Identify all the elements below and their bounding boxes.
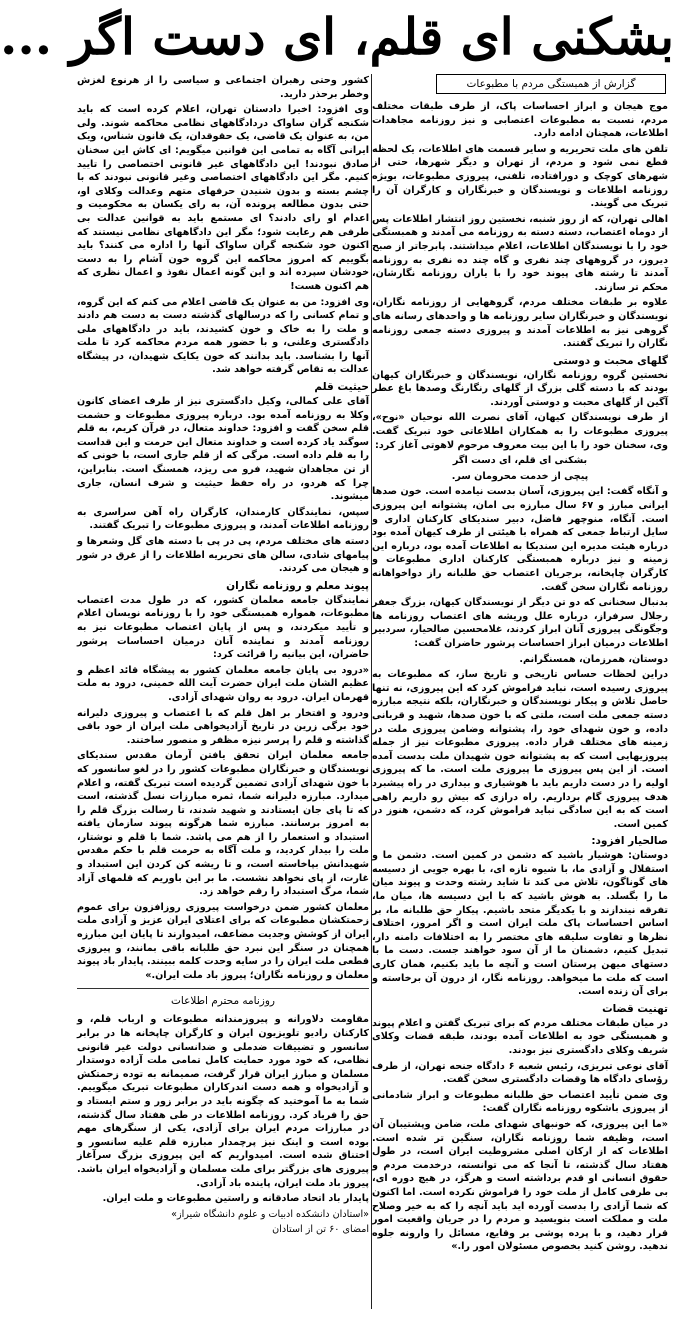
article-paragraph: دوستان، همرزمان، همسنگرانم. (519, 653, 668, 665)
section-heading: حیثیت قلم (314, 381, 369, 394)
left-column (77, 74, 369, 1313)
article-paragraph: مقاومت دلاورانه و پیروزمندانه مطبوعات و ارباب قلم، و کارکنان رادیو تلویزیون ایران و کارگران چاپخانه ها در برابر سانسور و تضییقات ضدملی و ضدانسانی دولت غیر قانونی نظامی، که خود مورد حمایت کامل تمامی ملت آزاده دوستدار مسلمان و مبارز ایران قرار گرفت، صمیمانه به توده زحمتکش و آزادیخواه و همه دست اندرکاران مطبوعات تبریک میگوییم. شما به ما آموختید که چگونه باید در برابر زور و ستم ایستاد و حق را فریاد کرد. روزنامه اطلاعات در طی هفتاد سال گذشته، در مبارزات مردم ایران برای آزادی، یکی از سنگرهای مهم بوده است و اینک نیز پرچمدار مبارزه قلم علیه سانسور و اختناق شده است. امیدواریم که این پیروزی بزرگ سرآغاز پیروزی های بزرگتر برای ملت مسلمان و آزادیخواه ایران باشد. پیروز باد ملت ایران، پاینده باد آزادی. (77, 1014, 369, 1189)
article-paragraph: جامعه معلمان ایران تحقق یافتن آرمان مقدس سندیکای نویسندگان و خبرنگاران مطبوعات کشور را در لغو سانسور که با خون شهدای آزادی تضمین گردیده است تبریک گفته، و اعلام میدارد. مبارزه دلیرانه شما، ثمره مبارزات نسل گذشته، است که تا پای جان ایستادند و شهید شدند، تا رسالت بزرگ قلم را به امروز برسانند. مبارزه شما هرگونه پیوند سازمان یافته استبداد و استعمار را از هم می پاشد. شما با قلم و نوشتار، ملت را بیدار کردید، و ملت آگاه به حرمت قلم با حکم مقدس شهیدانش بپاخاسته است، و تا ریشه کن کردن این استبداد و غارت، از پای نخواهد نشست. ما بر این باوریم که قلمهای آزاد شما، مرگ استبداد را رقم خواهد زد. (77, 750, 369, 898)
poem-line: پیچی از خدمت محرومان سر. (451, 470, 589, 482)
article-paragraph: «ما این پیروزی، که خونبهای شهدای ملت، ضامن وپشتیبان آن است، وظیفه شما روزنامه نگاران، سنگین تر شده است. اطلاعات که از ارکان اصلی مشروطیت ایران است، در طول هفتاد سال گذشته، تا آنجا که می توانسته، درخدمت مردم و حقوق انسانی او قدم برداشته است و هرگز، در هیچ دوره ای، بی طرفی کامل از ملت خود را فراموش نکرده است. اما اکنون که شما آزادی را بدست آورده اید باید آنچه را که به خیر وصلاح ملت و مملکت است بنویسید و مردم را در جریان واقعیت امور قرار دهید، و با پرده پوشی بر وقایع، مسائل را وارونه جلوه ندهید. روشن کنید بخصوص مسئولان امور را.» (372, 1118, 668, 1253)
horizontal-rule (77, 988, 369, 989)
article-paragraph: دراین لحظات حساس تاریخی و تاریخ ساز، که مطبوعات به پیروزی رسیده است، نباید فراموش کرد که این پیروزی، نه تنها حاصل تلاش و پیکار نویسندگان و خبرنگاران، بلکه نتیجه مبارزه دسته جمعی ملت است، ملتی که با خون صدها، شهید و قربانی داده، و خون شهدای خود را، پشتوانه وضامن پیروزی ملت در زمینه های مختلف قرار داده. پیروزی مطبوعات نیز از جمله پیروزیهایی است که به پشتوانه خون شهیدان ملت بدست آمده است. از این پس پیروزی ما پیروزی ملت است. ما که پیروزی اولیه را در دست داریم باید با هوشیاری و بیداری در راه پیشبرد هدف پیروزی گام برداریم. راه درازی که بیش رو داریم راهی است که به این سادگی نباید فراموش کرد، که دشمن، هنوز در کمین است. (372, 669, 668, 830)
section-heading: تهنیت قضات (602, 1002, 668, 1015)
signature-line: امضای ۶۰ تن از استادان (272, 1224, 369, 1236)
article-paragraph: علاوه بر طبقات مختلف مردم، گروههایی از روزنامه نگاران، نویسندگان و خبرنگاران سایر روزنامه ها و واحدهای رسانه های گروهی نیز به اطلاعات آمدند و پیروزی دسته جمعی روزنامه نگاران را تبریک گفتند. (372, 297, 668, 350)
article-paragraph: در میان طبقات مختلف مردم که برای تبریک گفتن و اعلام پیوند و همبستگی خود به اطلاعات آمده بودند، طبقه قضات وکلای شریف وکلای دادگستری نیز بودند. (372, 1017, 668, 1056)
article-paragraph: ودرود و افتخار بر اهل قلم که با اعتصاب و پیروزی دلیرانه خود برگی زرین در تاریخ آزادیخواهی ملت ایران از خود باقی گذاشته و قلم را پرسر نیزه مظفر و منصور ساختند. (77, 707, 369, 746)
section-heading: گلهای محبت و دوستی (552, 354, 668, 367)
article-paragraph: دوستان: هوشیار باشید که دشمن در کمین است. دشمن ما و استقلال و آزادی ما، با شیوه تازه ای، با بهره جویی از دسیسه های گوناگون، تلاش می کند تا شاید رشته وحدت و پیوند میان ما را بگسلد. به هوش باشید که با این دسیسه ها، میان ما، تفرقه نیندازند و با یکدیگر متحد باشیم. پیکار حق طلبانه ما، بر اساس احساسات پاک ملت ایران است و اگر امروز، اختلاف نظرها و تفاوت سلیقه های مختصر را به اختلافات دامنه دار، تبدیل کنیم، دشمنان ما از آن سود خواهند جست. دست ما با دستهای میهن پرستان است و آنچه ما باید بکنیم، همان کاری است که ملت ما میخواهد. روزنامه نگار، از درون آن برخاسته و برای آن زنده است. (372, 850, 668, 998)
report-subheading: گزارش از همبستگی مردم با مطبوعات (436, 74, 666, 94)
article-paragraph: دسته های مختلف مردم، پی در پی با دسته های گل وشعرها و پیامهای شادی، سالن های تحریریه اطلاعات را از غرق در شور و هیجان می کردند. (77, 536, 369, 575)
article-paragraph: وی افزود: من به عنوان یک قاضی اعلام می کنم که این گروه، و تمام کسانی را که درسالهای گذشته دست به دست هم دادند و ملت را به خاک و خون کشیدند، باید در دادگاههای ملی دادگستری وعلنی، و با حضور همه مردم محاکمه کرد تا ملت آنها را بشناسد. باید بدانند که خون یکایک شهیدان، در پیشگاه عدالت به تقاص گرفته خواهد شد. (77, 296, 369, 376)
signature-line: «استادان دانشکده ادبیات و علوم دانشگاه شیراز» (171, 1208, 369, 1220)
column-divider (371, 74, 372, 1309)
section-heading: پیوند معلم و روزنامه نگاران (226, 579, 369, 592)
headline: بشکنی ای قلم، ای دست اگر ... (0, 7, 674, 66)
article-paragraph: «درود بی پایان جامعه معلمان کشور به پیشگاه قائد اعظم و عظیم الشان ملت ایران حضرت آیت الله خمینی، درود به ملت قهرمان ایران. درود به روان شهدای آزادی. (77, 664, 369, 703)
right-column-body (372, 100, 668, 1254)
poem-line: بشکنی ای قلم، ای دست اگر (452, 455, 588, 467)
letter-heading: روزنامه محترم اطلاعات (170, 995, 275, 1008)
article-paragraph: نمایندگان جامعه معلمان کشور، که در طول مدت اعتصاب مطبوعات، همواره همبستگی خود را با روزنامه نویسان اعلام و تأیید میکردند، و پس از پایان اعتصاب مطبوعات نیز به روزنامه آمدند و نماینده آنان درمیان احساسات پرشور حاضران، این بیانیه را قرائت کرد: (77, 594, 369, 661)
article-paragraph: معلمان کشور ضمن درخواست پیروزی روزافزون برای عموم زحمتکشان مطبوعات که برای اعتلای ایران عزیز و آزادی ملت ایران از کوشش وجدیت مضاعف، امیدوارند تا پایان این مبارزه همچنان در سنگر این نبرد حق طلبانه باقی بمانند، و پیروزی قطعی ملت ایران را در سایه وحدت کلمه ببینند. پایدار باد پیوند معلمان و روزنامه نگاران؛ پیروز باد ملت ایران.» (77, 901, 369, 981)
article-paragraph: نخستین گروه روزنامه نگاران، نویسندگان و خبرنگاران کیهان بودند که با دسته گلی بزرگ از گلهای رنگارنگ وصدها باغ عطر آگین از گلهای محبت و دوستی آوردند. (372, 369, 668, 408)
article-paragraph: و آنگاه گفت: این پیروزی، آسان بدست نیامده است. خون صدها ایرانی مبارز و ۶۷ سال مبارزه بی امان، پشتوانه این پیروزی است. آنگاه، منوچهر فاضل، دبیر سندیکای کارکنان اداری و سایل ارتباط جمعی که همراه با هیئتی از طرف کیهان آمده بود درباره هیئت مدیره این سندیکا به اطلاعات آمده بود، درباره این زمینه و نیز درباره همبستگی کارکنان اداری مطبوعات و کارگران چاپخانه، برجریان اعتصاب حق طلبانه راز دواخواهانه روزنامه نگاران سخن گفت. (372, 486, 668, 593)
right-column (372, 74, 668, 1313)
article-paragraph: سپس، نمایندگان کارمندان، کارگران راه آهن سراسری به روزنامه اطلاعات آمدند، و پیروزی مطبوعات را تبریک گفتند. (77, 506, 369, 532)
article-paragraph: وی افزود: اخیرا دادستان تهران، اعلام کرده است که باید شکنجه گران ساواک دردادگاههای نظامی محاکمه شوند. ولی من، به عنوان یک قاضی، یک حقوقدان، یک قانون شناس، ویک ایرانی آگاه به تمامی این قوانین میگویم: ای کاش این سخنان صادق نبودند! این دادگاههای غیر قانونی اختصاصی را تایید کنیم. مگر این دادگاههای اختصاصی وغیر قانونی نبودند که با چشم بسته و بدون شنیدن حرفهای متهم وعدالت وکلای او، حتی بدون مطالعه پرونده آن، به رای یکسان به محکومیت و اعدام او رای دادند؟ ای مستمع باید به قوانین عدالت بی طرفی هم رعایت شود؛ مگر این دادگاههای نظامی نیستند که اکنون خود شکنجه گران ساواک آنها را اداره می کنند؟ باید بگوییم که امروز محاکمه این گروه خون آشام را به دست خودشان سپرده اند و این گونه اعمال نفوذ و اعمال نظری که هم اکنون هست! (77, 104, 369, 292)
article-paragraph: وی ضمن تأیید اعتصاب حق طلبانه مطبوعات و ابراز شادمانی از پیروزی باشکوه روزنامه نگاران گفت: (372, 1089, 668, 1115)
article-paragraph: بدنبال سخنانی که دو تن دیگر از نویسندگان کیهان، بزرگ جعفر رجلال سرفراز، درباره علل وریشه های اعتصاب روزنامه ها وجگونگی پیروزی آنان ابراز کردند، غلامحسین صالحیار، سردبیر اطلاعات درمیان ابراز احساسات پرشور حاضران گفت: (372, 597, 668, 649)
article-paragraph: آقای علی کمالی، وکیل دادگستری نیز از طرف اعضای کانون وکلا به روزنامه آمده بود. درباره پیروزی مطبوعات و حشمت قلم سخن گفت و افزود: خداوند متعال، در قرآن کریم، به قلم سوگند یاد کرده است و خداوند متعال این حرمت و این قداست را به قلم داده است. مرگی که از قلم جاری است، با خونی که از تن مجاهدان شهید، فرو می ریزد، همسنگ است. بنابراین، چرا که هردو، در راه حفظ حیثیت و شرف انسان، جاری میشوند. (77, 396, 369, 503)
article-paragraph: از طرف نویسندگان کیهان، آقای نصرت الله نوحیان «نوح»، پیروزی مطبوعات را به همکاران اطلاعاتی خود تبریک گفت. وی، سخنان خود را با این بیت معروف مرحوم لاهوتی آغاز کرد: (372, 412, 668, 451)
article-paragraph: کشور وحتی رهبران اجتماعی و سیاسی را از هرنوع لغزش وخطر برحذر دارید. (77, 75, 369, 100)
article-paragraph: آقای نوعی تبریزی، رئیس شعبه ۶ دادگاه جنحه تهران، از طرف رؤسای دادگاه ها وقضات دادگستری سخن گفت. (372, 1060, 668, 1086)
article-paragraph: تلفن های ملت تحریریه و سایر قسمت های اطلاعات، یک لحظه قطع نمی شود و مردم، از تهران و دیگر شهرها، حتی از شهرهای کوچک و دورافتاده، تلفنی، پیروزی مطبوعات، بویژه روزنامه اطلاعات و نویسندگان و خبرنگاران و کارگران آن را تبریک می گویند. (372, 143, 668, 210)
article-paragraph: موج هیجان و ابراز احساسات پاک، از طرف طبقات مختلف مردم، نسبت به مطبوعات اعتصابی و نیز روزنامه مجاهدات اطلاعات، همچنان ادامه دارد. (372, 101, 668, 140)
left-column-body (77, 74, 369, 1237)
article-paragraph: اهالی تهران، که از روز شنبه، نخستین روز انتشار اطلاعات پس از دوماه اعتصاب، دسته دسته به روزنامه می آمدند و همبستگی خود را با نویسندگان اطلاعات، اعلام میداشتند. پابرجاتر از صبح دیروز، در گروههای چند نفری و گاه چند ده نفری به روزنامه آمدند تا رشته های پیوند خود را با یاران روزنامه نگارشان، محکم تر سازند. (372, 213, 668, 293)
section-heading: صالحیار افزود: (591, 835, 668, 848)
article-paragraph: پایدار باد اتحاد صادقانه و راستین مطبوعات و ملت ایران. (102, 1193, 369, 1205)
